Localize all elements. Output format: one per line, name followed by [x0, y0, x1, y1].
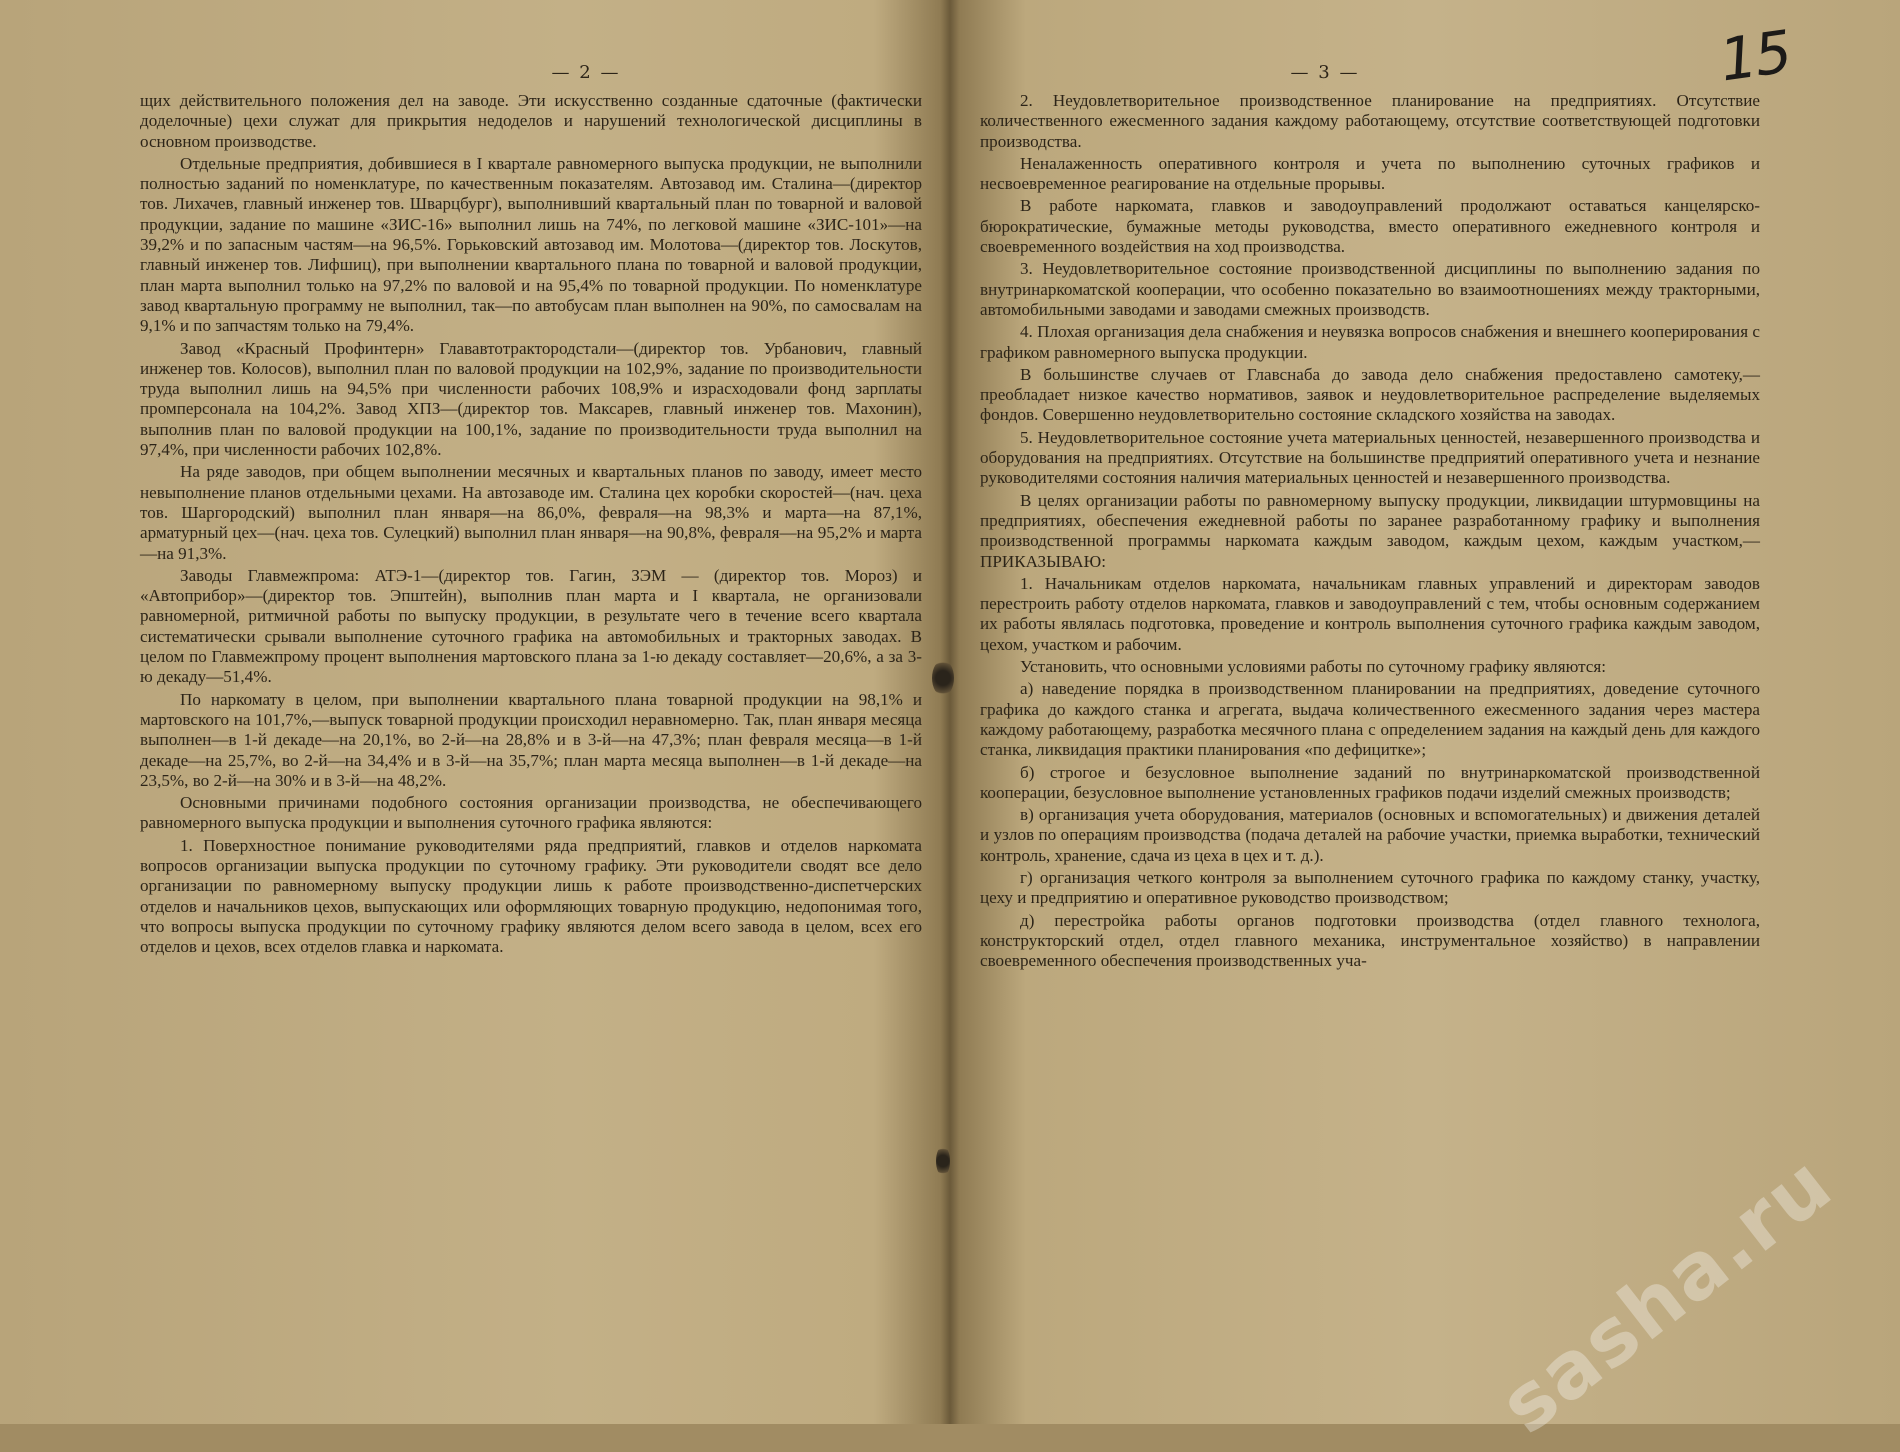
watermark: sasha.ru: [1483, 1138, 1850, 1452]
paragraph: 1. Начальникам отделов наркомата, начальникам главных управлений и директорам заводов перестроить работу отделов наркомата, главков и заводоуправлений с тем, чтобы основным содержанием их работы являлась подготовка, проведение и контроль выполнения суточного графика каждым заводом, цехом, участком и рабочим.: [980, 573, 1760, 654]
paragraph: г) организация четкого контроля за выполнением суточного графика по каждому станку, участку, цеху и предприятию и оперативное руководство производством;: [980, 867, 1760, 908]
paragraph: Неналаженность оперативного контроля и учета по выполнению суточных графиков и несвоевременное реагирование на отдельные прорывы.: [980, 153, 1760, 194]
page-number: — 3 —: [1290, 62, 1360, 83]
staple-mark: [932, 660, 954, 696]
paragraph: На ряде заводов, при общем выполнении месячных и квартальных планов по заводу, имеет место невыполнение планов отдельными цехами. На автозаводе им. Сталина цех коробки скоростей—(нач. цеха тов. Шаргородский) выполнил план января—на 86,0%, февраля—на 98,3% и марта—на 87,1%, арматурный цех—(нач. цеха тов. Сулецкий) выполнил план января—на 90,8%, февраля—на 95,2% и марта—на 91,3%.: [140, 462, 922, 563]
paragraph: В целях организации работы по равномерному выпуску продукции, ликвидации штурмовщины на предприятиях, обеспечения ежедневной работы по заранее разработанному графику и выполнения производственной программы наркомата каждым заводом, каждым цехом, каждым участком,—ПРИКАЗЫВАЮ:: [980, 490, 1760, 571]
paragraph: д) перестройка работы органов подготовки производства (отдел главного технолога, конструкторский отдел, отдел главного механика, инструментальное хозяйство) в направлении своевременного обеспечения производственных уча-: [980, 910, 1760, 971]
paragraph: В большинстве случаев от Главснаба до завода дело снабжения предоставлено самотеку,—преобладает низкое качество нормативов, заявок и неудовлетворительное распределение выделяемых фондов. Совершенно неудовлетворительно состояние складского хозяйства на заводах.: [980, 364, 1760, 425]
paragraph: 3. Неудовлетворительное состояние производственной дисциплины по выполнению задания по внутринаркоматской кооперации, что особенно показательно во взаимоотношениях между тракторными, автомобильными заводами и заводами смежных производств.: [980, 259, 1760, 319]
archive-page-number: 15: [1715, 17, 1795, 95]
paragraph: Завод «Красный Профинтерн» Глававтотрактородстали—(директор тов. Урбанович, главный инженер тов. Колосов), выполнил план по валовой продукции на 102,9%, задание по производительности труда выполнил лишь на 94,5% при численности рабочих 108,9% и израсходовали фонд зарплаты промперсонала на 104,2%. Завод ХПЗ—(директор тов. Максарев, главный инженер тов. Махонин), выполнив план по валовой продукции на 100,1%, задание по производительности труда выполнил на 97,4%, при численности рабочих 102,8%.: [140, 338, 922, 460]
paragraph: По наркомату в целом, при выполнении квартального плана товарной продукции на 98,1% и мартовского на 101,7%,—выпуск товарной продукции происходил неравномерно. Так, план января месяца выполнен—в 1-й декаде—на 20,1%, во 2-й—на 28,8% и в 3-й—на 47,3%; план февраля месяца—в 1-й декаде—на 25,7%, во 2-й—на 34,4% и в 3-й—на 35,7%; план марта месяца выполнен—в 1-й декаде—на 23,5%, во 2-й—на 30% и в 3-й—на 48,2%.: [140, 689, 922, 790]
paragraph: Заводы Главмежпрома: АТЭ-1—(директор тов. Гагин, ЗЭМ — (директор тов. Мороз) и «Автоприбор»—(директор тов. Эпштейн), выполнив план марта и I квартала, не организовали равномерной, ритмичной работы по выпуску продукции, в результате чего в течение всего квартала систематически срывали выполнение суточного графика на автомобильных и тракторных заводах. В целом по Главмежпрому процент выполнения мартовского плана за 1-ю декаду составляет—20,6%, а за 3-ю декаду—51,4%.: [140, 565, 922, 687]
paragraph: Установить, что основными условиями работы по суточному графику являются:: [1020, 657, 1607, 677]
page-number: — 2 —: [551, 62, 621, 83]
staple-mark: [936, 1146, 950, 1176]
paragraph: б) строгое и безусловное выполнение заданий по внутринаркоматской производственной кооперации, безусловное выполнение установленных графиков подачи изделий смежных производств;: [980, 762, 1760, 802]
paragraph: 1. Поверхностное понимание руководителями ряда предприятий, главков и отделов наркомата вопросов организации выпуска продукции по суточному графику. Эти руководители сводят все дело организации по равномерному выпуску продукции лишь к работе производственно-диспетчерских отделов и начальников цехов, выпускающих или оформляющих товарную продукцию, недопонимая того, что вопросы выпуска продукции по суточному графику являются делом всего завода в целом, всех его отделов и цехов, всех отделов главка и наркомата.: [140, 835, 922, 957]
paragraph: а) наведение порядка в производственном планировании на предприятиях, доведение суточного графика до каждого станка и агрегата, выдача количественного ежесменного задания через мастера каждому работающему, разработка месячного плана с определением задания на каждый день для каждого станка, ликвидация практики планирования «по дефицитке»;: [980, 679, 1760, 760]
paragraph: 4. Плохая организация дела снабжения и неувязка вопросов снабжения и внешнего кооперирования с графиком равномерного выпуска продукции.: [980, 322, 1760, 362]
paragraph: 5. Неудовлетворительное состояние учета материальных ценностей, незавершенного производства и оборудования на предприятиях. Отсутствие на большинстве предприятий оперативного учета и незнание руководителями состояния наличия материальных ценностей и незавершенного производства.: [980, 427, 1760, 488]
paragraph: Основными причинами подобного состояния организации производства, не обеспечивающего равномерного выпуска продукции и выполнения суточного графика являются:: [140, 793, 922, 833]
paragraph: щих действительного положения дел на заводе. Эти искусственно созданные сдаточные (фактически доделочные) цехи служат для прикрытия недоделов и нарушений технологической дисциплины в основном производстве.: [140, 91, 922, 151]
paragraph: Отдельные предприятия, добившиеся в I квартале равномерного выпуска продукции, не выполнили полностью заданий по номенклатуре, по качественным показателям. Автозавод им. Сталина—(директор тов. Лихачев, главный инженер тов. Шварцбург), выполнивший квартальный план по товарной и валовой продукции, задание по машине «ЗИС-16» выполнил лишь на 74%, по легковой машине «ЗИС-101»—на 39,2% и по запасным частям—на 96,5%. Горьковский автозавод им. Молотова—(директор тов. Лоскутов, главный инженер тов. Лифшиц), при выполнении квартального плана по товарной и валовой продукции, план марта выполнил только на 97,2% по валовой и на 95,4% по товарной продукции. По номенклатуре завод квартальную программу не выполнил, так—по автобусам план выполнен на 90%, по самосвалам на 9,1% и по запчастям только на 79,4%.: [140, 153, 922, 336]
paragraph: 2. Неудовлетворительное производственное планирование на предприятиях. Отсутствие количественного ежесменного задания каждому работающему, отсутствие соответствующей подготовки производства.: [980, 91, 1760, 151]
paragraph: в) организация учета оборудования, материалов (основных и вспомогательных) и движения деталей и узлов по операциям производства (подача деталей на рабочие участки, приемка выработки, технический контроль, хранение, сдача из цеха в цех и т. д.).: [980, 805, 1760, 865]
paragraph: В работе наркомата, главков и заводоуправлений продолжают оставаться канцелярско-бюрократические, бумажные методы руководства, вместо оперативного ежедневного контроля и своевременного воздействия на ход производства.: [980, 196, 1760, 257]
left-page: [0, 0, 950, 1424]
